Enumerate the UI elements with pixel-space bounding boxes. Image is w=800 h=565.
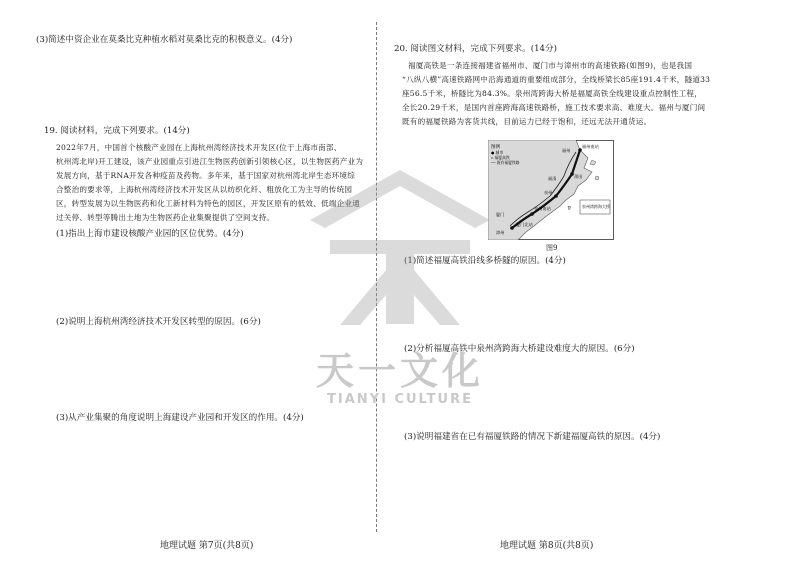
legend-item: ● 城市	[491, 150, 504, 155]
question-19-part-2: (2)说明上海杭州湾经济技术开发区转型的原因。(6分)	[56, 317, 261, 327]
watermark-en: TIANYI CULTURE	[327, 392, 473, 407]
material-line: 杭州湾北岸)开工建设，该产业园重点引进江生物医药创新引领核心区，以生物医药产业为	[56, 157, 364, 166]
city-label: 厦门	[496, 212, 505, 217]
page-footer-7: 地理试题 第7页(共8页)	[160, 541, 254, 551]
question-20-heading: 20. 阅读图文材料，完成下列要求。(14分)	[394, 44, 557, 54]
watermark-cn: 天一文化	[315, 349, 484, 393]
city-label: 福州南站	[582, 144, 599, 149]
material-line: “八纵八横”高速铁路网中沿海通道的重要组成部分，全线桥梁长85座191.4千米，隧道33	[402, 75, 711, 84]
city-label: 漳州	[496, 230, 505, 235]
question-20-part-2: (2)分析福厦高铁中泉州湾跨海大桥建设难度大的原因。(6分)	[404, 344, 635, 354]
material-line: 全长20.29千米，是国内首座跨海高速铁路桥，施工技术要求高、难度大。福州与厦门间	[402, 103, 706, 112]
fujian-railway-map	[488, 140, 614, 240]
material-line: 区，转型发展为以生物医药和化工新材料为特色的园区，开发区原有的低效、低端企业通	[56, 199, 360, 208]
bridge-callout: 泉州湾跨海大桥	[582, 204, 610, 209]
legend-item: ── 既有福厦铁路	[491, 160, 520, 165]
question-19-heading: 19. 阅读材料，完成下列要求。(14分)	[44, 126, 190, 136]
material-line: 2022年7月，中国首个核酸产业园在上海杭州湾经济技术开发区(位于上海市南部、	[56, 143, 342, 152]
figure-caption: 图9	[546, 244, 558, 252]
question-19-part-3: (3)从产业集聚的角度说明上海建设产业园和开发区的作用。(4分)	[56, 413, 304, 423]
city-label: 福清	[548, 176, 557, 181]
city-dot	[510, 226, 514, 230]
city-label: 泉州南站	[534, 206, 551, 211]
legend-item: ═ 福厦高铁	[491, 155, 510, 160]
legend-title: 图例	[491, 145, 501, 150]
question-20-part-1: (1)简述福厦高铁沿线多桥隧的原因。(4分)	[404, 256, 566, 266]
question-20-part-3: (3)说明福建省在已有福厦铁路的情况下新建福厦高铁的原因。(4分)	[404, 432, 661, 442]
question-18-part-3: (3)简述中资企业在莫桑比克种植水稻对莫桑比克的积极意义。(4分)	[36, 35, 293, 45]
right-page	[378, 0, 800, 565]
material-line: 福厦高铁是一条连接福建省福州市、厦门市与漳州市的高速铁路(如图9)，也是我国	[408, 61, 693, 70]
city-label: 莆田	[574, 174, 583, 179]
city-label: 福州	[562, 148, 571, 153]
city-label: 厦门北站	[516, 222, 533, 227]
city-label: 泉州	[544, 190, 553, 195]
page-divider	[376, 22, 377, 532]
material-line: 过关停、转型等腾出土地为生物医药企业集聚提供了空间支持。	[56, 213, 275, 222]
city-dot	[530, 212, 534, 216]
material-line: 既有的福厦铁路为客货共线，目前运力已经于饱和，还远无法开通货运。	[402, 117, 652, 126]
material-line: 合整治的要求等，上海杭州湾经济技术开发区从以纺织化纤、粗放化工为主导的传统园	[56, 185, 353, 194]
city-dot	[554, 194, 558, 198]
page-footer-8: 地理试题 第8页(共8页)	[500, 541, 594, 551]
left-page	[0, 0, 376, 565]
material-line: 座56.5千米，桥隧比为84.3%。泉州湾跨海大桥是福厦高铁全线建设重点控制性工程，	[402, 89, 703, 98]
question-19-part-1: (1)指出上海市建设核酸产业园的区位优势。(4分)	[56, 229, 244, 239]
material-line: 发展方向，基于RNA开发各种疫苗及药物。多年来，基于国家对杭州湾北岸生态环境综	[56, 171, 356, 180]
